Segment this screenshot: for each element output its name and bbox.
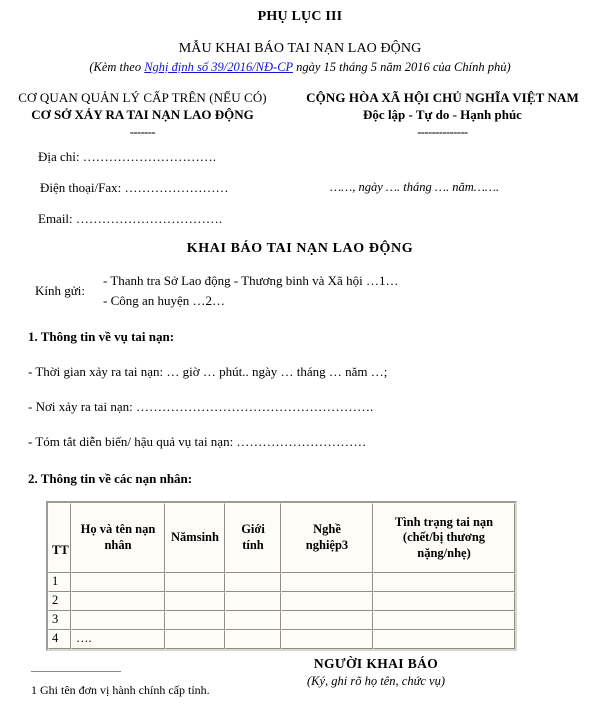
national-heading bbox=[285, 90, 600, 123]
nation-dash-separator: -------------- bbox=[417, 125, 468, 139]
cell-index: 1 bbox=[48, 573, 71, 592]
header-dash-row bbox=[0, 125, 600, 140]
decree-link[interactable]: Nghị định số 39/2016/NĐ-CP bbox=[144, 60, 293, 74]
cell-injury-status[interactable] bbox=[373, 573, 515, 592]
cell-gender[interactable] bbox=[225, 611, 281, 630]
table-header-row bbox=[48, 503, 515, 573]
signature-title: NGƯỜI KHAI BÁO bbox=[313, 656, 439, 671]
nation-line-2: Độc lập - Tự do - Hạnh phúc bbox=[363, 107, 522, 122]
cell-gender[interactable] bbox=[225, 592, 281, 611]
recipients-list bbox=[103, 271, 398, 311]
victims-table bbox=[46, 501, 517, 651]
cell-injury-status[interactable] bbox=[373, 592, 515, 611]
declaration-title: KHAI BÁO TAI NẠN LAO ĐỘNG bbox=[186, 241, 414, 256]
cell-injury-status[interactable] bbox=[373, 630, 515, 649]
recipient-item: - Công an huyện …2… bbox=[103, 292, 226, 308]
cell-name[interactable]: …. bbox=[71, 630, 165, 649]
header-line: Tình trạng tai nạn bbox=[394, 514, 494, 529]
cell-name[interactable] bbox=[71, 573, 165, 592]
cell-birth-year[interactable] bbox=[165, 573, 225, 592]
subtitle-prefix: (Kèm theo bbox=[89, 60, 145, 74]
cell-name[interactable] bbox=[71, 611, 165, 630]
cell-birth-year[interactable] bbox=[165, 592, 225, 611]
accident-time-field: - Thời gian xảy ra tai nạn: … giờ … phút.. ngày … tháng … năm …; bbox=[28, 364, 388, 379]
cell-occupation[interactable] bbox=[281, 611, 373, 630]
header-line: Họ và tên nạn bbox=[80, 522, 156, 537]
cell-birth-year[interactable] bbox=[165, 611, 225, 630]
cell-occupation[interactable] bbox=[281, 573, 373, 592]
footnote-divider bbox=[31, 671, 121, 672]
phone-fax-field: Điện thoại/Fax: …………………… bbox=[40, 180, 229, 195]
header-two-column-block bbox=[0, 90, 600, 123]
header-line: tính bbox=[242, 538, 264, 552]
table-row bbox=[48, 611, 515, 630]
cell-injury-status[interactable] bbox=[373, 611, 515, 630]
column-header-index: TT bbox=[48, 503, 71, 573]
header-line: nghiệp3 bbox=[305, 538, 349, 552]
org-line-2: CƠ SỞ XẢY RA TAI NẠN LAO ĐỘNG bbox=[31, 107, 254, 122]
document-page bbox=[0, 9, 600, 709]
table-row bbox=[48, 573, 515, 592]
cell-occupation[interactable] bbox=[281, 592, 373, 611]
recipients-label: Kính gửi: bbox=[35, 283, 86, 298]
victims-table-wrapper bbox=[46, 501, 600, 651]
signature-subtitle: (Ký, ghi rõ họ tên, chức vụ) bbox=[306, 674, 446, 688]
column-header-occupation bbox=[281, 503, 373, 573]
column-header-name bbox=[71, 503, 165, 573]
cell-gender[interactable] bbox=[225, 630, 281, 649]
table-row bbox=[48, 592, 515, 611]
accident-place-field: - Nơi xảy ra tai nạn: ………………………………………………. bbox=[28, 399, 374, 414]
cell-index: 3 bbox=[48, 611, 71, 630]
appendix-title: PHỤ LỤC III bbox=[257, 9, 343, 24]
column-header-birth-year: Nămsinh bbox=[165, 503, 225, 573]
address-field: Địa chỉ: …………………………. bbox=[38, 149, 217, 164]
accident-summary-field: - Tóm tắt diễn biến/ hậu quả vụ tai nạn: ………………………… bbox=[28, 434, 367, 449]
footnote-text: 1 Ghi tên đơn vị hành chính cấp tỉnh. bbox=[31, 683, 210, 697]
cell-occupation[interactable] bbox=[281, 630, 373, 649]
header-line: (chết/bị thương bbox=[402, 530, 486, 545]
column-header-injury-status bbox=[373, 503, 515, 573]
contact-block bbox=[0, 149, 600, 235]
recipients-block bbox=[0, 271, 600, 311]
issuing-organization bbox=[0, 90, 285, 123]
date-place-line: ……, ngày …. tháng …. năm……. bbox=[330, 180, 500, 194]
header-line: nặng/nhẹ) bbox=[417, 545, 471, 560]
recipient-item: - Thanh tra Sở Lao động - Thương binh và Xã hội …1… bbox=[103, 273, 399, 288]
email-field: Email: ……………………………. bbox=[38, 211, 223, 226]
nation-line-1: CỘNG HÒA XÃ HỘI CHỦ NGHĨA VIỆT NAM bbox=[306, 90, 579, 105]
cell-index: 4 bbox=[48, 630, 71, 649]
org-line-1: CƠ QUAN QUẢN LÝ CẤP TRÊN (NẾU CÓ) bbox=[18, 90, 267, 105]
section-2-heading: 2. Thông tin về các nạn nhân: bbox=[28, 471, 193, 486]
header-line: Giới bbox=[241, 522, 265, 537]
form-title: MẪU KHAI BÁO TAI NẠN LAO ĐỘNG bbox=[178, 41, 422, 56]
cell-name[interactable] bbox=[71, 592, 165, 611]
header-line: Nghề bbox=[313, 522, 341, 537]
table-row bbox=[48, 630, 515, 649]
subtitle-suffix: ngày 15 tháng 5 năm 2016 của Chính phủ) bbox=[292, 60, 511, 74]
cell-birth-year[interactable] bbox=[165, 630, 225, 649]
header-line: nhân bbox=[104, 538, 132, 552]
org-dash-separator: ------- bbox=[129, 125, 156, 139]
column-header-gender bbox=[225, 503, 281, 573]
cell-index: 2 bbox=[48, 592, 71, 611]
cell-gender[interactable] bbox=[225, 573, 281, 592]
section-1-heading: 1. Thông tin về vụ tai nạn: bbox=[28, 329, 175, 344]
form-subtitle bbox=[0, 60, 600, 75]
